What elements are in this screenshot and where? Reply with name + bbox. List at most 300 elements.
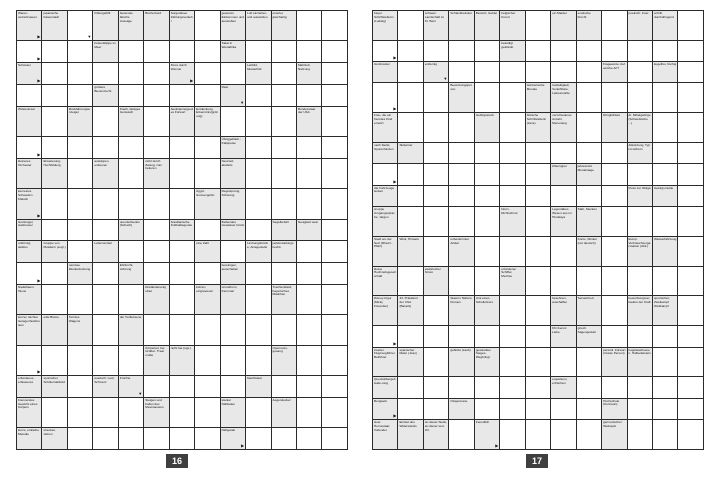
answer-cell[interactable] (322, 41, 348, 63)
answer-cell[interactable] (322, 375, 348, 397)
answer-cell[interactable] (296, 137, 321, 159)
answer-cell[interactable] (42, 41, 67, 63)
answer-cell[interactable] (602, 185, 627, 206)
answer-cell[interactable] (195, 158, 220, 188)
answer-cell[interactable] (169, 315, 194, 345)
answer-cell[interactable] (322, 263, 348, 285)
answer-cell[interactable] (195, 428, 220, 450)
answer-cell[interactable] (271, 428, 296, 450)
answer-cell[interactable] (449, 40, 474, 61)
answer-cell[interactable] (296, 375, 321, 397)
answer-cell[interactable] (296, 263, 321, 285)
answer-cell[interactable] (525, 398, 550, 419)
answer-cell[interactable] (322, 284, 348, 314)
answer-cell[interactable] (551, 420, 576, 450)
answer-cell[interactable] (296, 189, 321, 219)
answer-cell[interactable] (93, 137, 118, 159)
answer-cell[interactable] (246, 137, 271, 159)
answer-cell[interactable] (67, 11, 92, 41)
answer-cell[interactable] (551, 143, 576, 164)
answer-cell[interactable] (551, 40, 576, 61)
answer-cell[interactable] (118, 189, 143, 219)
answer-cell[interactable] (144, 315, 169, 345)
answer-cell[interactable] (271, 263, 296, 285)
answer-cell[interactable] (576, 40, 601, 61)
answer-cell[interactable] (144, 137, 169, 159)
answer-cell[interactable] (500, 347, 525, 377)
answer-cell[interactable] (271, 158, 296, 188)
answer-cell[interactable] (67, 137, 92, 159)
answer-cell[interactable] (93, 219, 118, 241)
answer-cell[interactable] (449, 185, 474, 206)
answer-cell[interactable] (652, 347, 677, 377)
answer-cell[interactable] (678, 420, 704, 450)
answer-cell[interactable] (322, 84, 348, 106)
answer-cell[interactable] (678, 236, 704, 266)
answer-cell[interactable] (322, 397, 348, 427)
answer-cell[interactable] (576, 62, 601, 83)
answer-cell[interactable] (627, 40, 652, 61)
answer-cell[interactable] (678, 11, 704, 41)
answer-cell[interactable] (93, 284, 118, 314)
answer-cell[interactable] (423, 296, 448, 326)
answer-cell[interactable] (296, 11, 321, 41)
answer-cell[interactable] (169, 158, 194, 188)
answer-cell[interactable] (423, 83, 448, 113)
answer-cell[interactable] (627, 398, 652, 419)
answer-cell[interactable] (271, 189, 296, 219)
answer-cell[interactable] (474, 62, 499, 83)
answer-cell[interactable] (42, 106, 67, 136)
answer-cell[interactable] (678, 377, 704, 398)
answer-cell[interactable] (93, 106, 118, 136)
answer-cell[interactable] (576, 398, 601, 419)
answer-cell[interactable] (93, 63, 118, 85)
answer-cell[interactable] (500, 164, 525, 185)
answer-cell[interactable] (398, 398, 423, 419)
answer-cell[interactable] (627, 207, 652, 237)
answer-cell[interactable] (42, 263, 67, 285)
answer-cell[interactable] (67, 41, 92, 63)
answer-cell[interactable] (17, 345, 42, 375)
answer-cell[interactable] (296, 397, 321, 427)
answer-cell[interactable] (220, 241, 245, 263)
answer-cell[interactable] (220, 63, 245, 85)
answer-cell[interactable] (500, 185, 525, 206)
answer-cell[interactable] (652, 83, 677, 113)
answer-cell[interactable] (525, 143, 550, 164)
answer-cell[interactable] (322, 219, 348, 241)
answer-cell[interactable] (195, 41, 220, 63)
answer-cell[interactable] (627, 420, 652, 450)
answer-cell[interactable] (652, 164, 677, 185)
answer-cell[interactable] (246, 315, 271, 345)
answer-cell[interactable] (296, 41, 321, 63)
answer-cell[interactable] (144, 375, 169, 397)
answer-cell[interactable] (525, 164, 550, 185)
answer-cell[interactable] (551, 236, 576, 266)
answer-cell[interactable] (474, 40, 499, 61)
answer-cell[interactable] (678, 83, 704, 113)
answer-cell[interactable] (602, 266, 627, 296)
answer-cell[interactable] (42, 219, 67, 241)
answer-cell[interactable] (246, 428, 271, 450)
answer-cell[interactable] (652, 398, 677, 419)
answer-cell[interactable] (652, 207, 677, 237)
answer-cell[interactable] (169, 137, 194, 159)
answer-cell[interactable] (144, 428, 169, 450)
answer-cell[interactable] (220, 375, 245, 397)
answer-cell[interactable] (17, 137, 42, 159)
answer-cell[interactable] (678, 164, 704, 185)
answer-cell[interactable] (220, 345, 245, 375)
answer-cell[interactable] (93, 345, 118, 375)
answer-cell[interactable] (296, 84, 321, 106)
answer-cell[interactable] (652, 420, 677, 450)
answer-cell[interactable] (423, 40, 448, 61)
answer-cell[interactable] (449, 420, 474, 450)
answer-cell[interactable] (220, 106, 245, 136)
answer-cell[interactable] (93, 315, 118, 345)
answer-cell[interactable] (449, 207, 474, 237)
answer-cell[interactable] (602, 11, 627, 41)
answer-cell[interactable] (118, 397, 143, 427)
answer-cell[interactable] (67, 63, 92, 85)
answer-cell[interactable] (652, 377, 677, 398)
answer-cell[interactable] (474, 164, 499, 185)
answer-cell[interactable] (602, 236, 627, 266)
answer-cell[interactable] (67, 375, 92, 397)
answer-cell[interactable] (423, 326, 448, 347)
answer-cell[interactable] (169, 241, 194, 263)
answer-cell[interactable] (627, 377, 652, 398)
answer-cell[interactable] (398, 377, 423, 398)
answer-cell[interactable] (271, 375, 296, 397)
answer-cell[interactable] (322, 189, 348, 219)
answer-cell[interactable] (144, 41, 169, 63)
answer-cell[interactable] (678, 398, 704, 419)
answer-cell[interactable] (525, 377, 550, 398)
answer-cell[interactable] (246, 106, 271, 136)
answer-cell[interactable] (500, 420, 525, 450)
answer-cell[interactable] (602, 40, 627, 61)
answer-cell[interactable] (525, 266, 550, 296)
answer-cell[interactable] (449, 143, 474, 164)
answer-cell[interactable] (602, 296, 627, 326)
answer-cell[interactable] (551, 185, 576, 206)
answer-cell[interactable] (271, 63, 296, 85)
answer-cell[interactable] (322, 137, 348, 159)
answer-cell[interactable] (449, 164, 474, 185)
answer-cell[interactable] (652, 326, 677, 347)
answer-cell[interactable] (67, 284, 92, 314)
answer-cell[interactable] (195, 137, 220, 159)
answer-cell[interactable] (144, 189, 169, 219)
answer-cell[interactable] (195, 375, 220, 397)
answer-cell[interactable] (93, 428, 118, 450)
answer-cell[interactable] (296, 315, 321, 345)
answer-cell[interactable] (246, 263, 271, 285)
answer-cell[interactable] (500, 143, 525, 164)
answer-cell[interactable] (652, 113, 677, 143)
answer-cell[interactable] (169, 284, 194, 314)
answer-cell[interactable] (474, 236, 499, 266)
answer-cell[interactable] (322, 11, 348, 41)
answer-cell[interactable] (195, 397, 220, 427)
answer-cell[interactable] (576, 347, 601, 377)
answer-cell[interactable] (373, 40, 398, 61)
answer-cell[interactable] (423, 143, 448, 164)
answer-cell[interactable] (144, 263, 169, 285)
answer-cell[interactable] (169, 189, 194, 219)
answer-cell[interactable] (169, 84, 194, 106)
answer-cell[interactable] (474, 143, 499, 164)
answer-cell[interactable] (474, 83, 499, 113)
answer-cell[interactable] (602, 326, 627, 347)
answer-cell[interactable] (525, 326, 550, 347)
answer-cell[interactable] (551, 62, 576, 83)
answer-cell[interactable] (500, 113, 525, 143)
answer-cell[interactable] (67, 189, 92, 219)
answer-cell[interactable] (42, 63, 67, 85)
answer-cell[interactable] (449, 113, 474, 143)
answer-cell[interactable] (576, 377, 601, 398)
answer-cell[interactable] (525, 40, 550, 61)
answer-cell[interactable] (474, 266, 499, 296)
answer-cell[interactable] (474, 326, 499, 347)
answer-cell[interactable] (246, 345, 271, 375)
answer-cell[interactable] (652, 266, 677, 296)
answer-cell[interactable] (118, 84, 143, 106)
answer-cell[interactable] (195, 84, 220, 106)
answer-cell[interactable] (118, 158, 143, 188)
answer-cell[interactable] (423, 185, 448, 206)
answer-cell[interactable] (246, 397, 271, 427)
answer-cell[interactable] (144, 84, 169, 106)
answer-cell[interactable] (144, 106, 169, 136)
answer-cell[interactable] (576, 113, 601, 143)
answer-cell[interactable] (169, 41, 194, 63)
answer-cell[interactable] (423, 236, 448, 266)
answer-cell[interactable] (398, 83, 423, 113)
answer-cell[interactable] (322, 428, 348, 450)
answer-cell[interactable] (678, 143, 704, 164)
answer-cell[interactable] (525, 11, 550, 41)
answer-cell[interactable] (423, 113, 448, 143)
answer-cell[interactable] (678, 207, 704, 237)
answer-cell[interactable] (449, 326, 474, 347)
answer-cell[interactable] (602, 164, 627, 185)
answer-cell[interactable] (678, 40, 704, 61)
answer-cell[interactable] (398, 11, 423, 41)
answer-cell[interactable] (169, 397, 194, 427)
answer-cell[interactable] (398, 185, 423, 206)
answer-cell[interactable] (525, 207, 550, 237)
answer-cell[interactable] (17, 263, 42, 285)
answer-cell[interactable] (296, 158, 321, 188)
answer-cell[interactable] (296, 345, 321, 375)
answer-cell[interactable] (246, 219, 271, 241)
answer-cell[interactable] (373, 326, 398, 347)
answer-cell[interactable] (42, 284, 67, 314)
answer-cell[interactable] (525, 236, 550, 266)
answer-cell[interactable] (195, 11, 220, 41)
answer-cell[interactable] (322, 345, 348, 375)
answer-cell[interactable] (525, 347, 550, 377)
answer-cell[interactable] (322, 315, 348, 345)
answer-cell[interactable] (576, 185, 601, 206)
answer-cell[interactable] (322, 106, 348, 136)
answer-cell[interactable] (525, 62, 550, 83)
answer-cell[interactable] (627, 266, 652, 296)
answer-cell[interactable] (322, 63, 348, 85)
answer-cell[interactable] (42, 345, 67, 375)
answer-cell[interactable] (118, 345, 143, 375)
answer-cell[interactable] (169, 375, 194, 397)
answer-cell[interactable] (627, 62, 652, 83)
answer-cell[interactable] (42, 137, 67, 159)
answer-cell[interactable] (144, 63, 169, 85)
answer-cell[interactable] (449, 266, 474, 296)
answer-cell[interactable] (652, 40, 677, 61)
answer-cell[interactable] (678, 185, 704, 206)
answer-cell[interactable] (678, 347, 704, 377)
answer-cell[interactable] (576, 420, 601, 450)
answer-cell[interactable] (195, 263, 220, 285)
answer-cell[interactable] (398, 40, 423, 61)
answer-cell[interactable] (118, 428, 143, 450)
answer-cell[interactable] (67, 84, 92, 106)
answer-cell[interactable] (246, 158, 271, 188)
answer-cell[interactable] (602, 143, 627, 164)
answer-cell[interactable] (67, 219, 92, 241)
answer-cell[interactable] (500, 326, 525, 347)
answer-cell[interactable] (118, 284, 143, 314)
answer-cell[interactable] (500, 62, 525, 83)
answer-cell[interactable] (144, 241, 169, 263)
answer-cell[interactable] (296, 241, 321, 263)
answer-cell[interactable] (246, 284, 271, 314)
answer-cell[interactable] (423, 347, 448, 377)
answer-cell[interactable] (398, 62, 423, 83)
answer-cell[interactable] (373, 83, 398, 113)
answer-cell[interactable] (398, 326, 423, 347)
answer-cell[interactable] (398, 164, 423, 185)
answer-cell[interactable] (67, 241, 92, 263)
answer-cell[interactable] (42, 397, 67, 427)
answer-cell[interactable] (627, 83, 652, 113)
answer-cell[interactable] (17, 84, 42, 106)
answer-cell[interactable] (271, 137, 296, 159)
answer-cell[interactable] (551, 347, 576, 377)
answer-cell[interactable] (627, 326, 652, 347)
answer-cell[interactable] (525, 420, 550, 450)
answer-cell[interactable] (449, 62, 474, 83)
answer-cell[interactable] (652, 143, 677, 164)
answer-cell[interactable] (602, 83, 627, 113)
answer-cell[interactable] (118, 41, 143, 63)
answer-cell[interactable] (67, 345, 92, 375)
answer-cell[interactable] (678, 266, 704, 296)
answer-cell[interactable] (398, 113, 423, 143)
answer-cell[interactable] (500, 236, 525, 266)
answer-cell[interactable] (474, 207, 499, 237)
answer-cell[interactable] (93, 189, 118, 219)
answer-cell[interactable] (474, 185, 499, 206)
answer-cell[interactable] (398, 266, 423, 296)
answer-cell[interactable] (678, 326, 704, 347)
answer-cell[interactable] (42, 84, 67, 106)
answer-cell[interactable] (576, 83, 601, 113)
answer-cell[interactable] (195, 63, 220, 85)
answer-cell[interactable] (500, 296, 525, 326)
answer-cell[interactable] (322, 241, 348, 263)
answer-cell[interactable] (17, 41, 42, 63)
answer-cell[interactable] (678, 62, 704, 83)
answer-cell[interactable] (576, 266, 601, 296)
answer-cell[interactable] (576, 143, 601, 164)
answer-cell[interactable] (474, 377, 499, 398)
answer-cell[interactable] (373, 164, 398, 185)
answer-cell[interactable] (271, 84, 296, 106)
answer-cell[interactable] (220, 315, 245, 345)
answer-cell[interactable] (246, 41, 271, 63)
answer-cell[interactable] (525, 296, 550, 326)
answer-cell[interactable] (449, 377, 474, 398)
answer-cell[interactable] (423, 164, 448, 185)
answer-cell[interactable] (423, 207, 448, 237)
answer-cell[interactable] (118, 241, 143, 263)
answer-cell[interactable] (93, 263, 118, 285)
answer-cell[interactable] (423, 398, 448, 419)
answer-cell[interactable] (271, 315, 296, 345)
answer-cell[interactable] (296, 428, 321, 450)
answer-cell[interactable] (474, 398, 499, 419)
answer-cell[interactable] (525, 185, 550, 206)
answer-cell[interactable] (67, 397, 92, 427)
answer-cell[interactable] (118, 137, 143, 159)
answer-cell[interactable] (322, 158, 348, 188)
answer-cell[interactable] (246, 84, 271, 106)
answer-cell[interactable] (195, 315, 220, 345)
answer-cell[interactable] (195, 345, 220, 375)
answer-cell[interactable] (627, 164, 652, 185)
answer-cell[interactable] (500, 377, 525, 398)
answer-cell[interactable] (246, 189, 271, 219)
answer-cell[interactable] (93, 397, 118, 427)
answer-cell[interactable] (195, 219, 220, 241)
answer-cell[interactable] (67, 158, 92, 188)
answer-cell[interactable] (551, 398, 576, 419)
answer-cell[interactable] (271, 41, 296, 63)
answer-cell[interactable] (271, 106, 296, 136)
answer-cell[interactable] (423, 377, 448, 398)
answer-cell[interactable] (551, 266, 576, 296)
answer-cell[interactable] (169, 428, 194, 450)
answer-cell[interactable] (678, 296, 704, 326)
answer-cell[interactable] (144, 219, 169, 241)
answer-cell[interactable] (500, 398, 525, 419)
answer-cell[interactable] (398, 207, 423, 237)
answer-cell[interactable] (602, 207, 627, 237)
answer-cell[interactable] (169, 263, 194, 285)
answer-cell[interactable] (42, 189, 67, 219)
answer-cell[interactable] (296, 284, 321, 314)
answer-cell[interactable] (678, 113, 704, 143)
answer-cell[interactable] (500, 83, 525, 113)
answer-cell[interactable] (67, 428, 92, 450)
answer-cell[interactable] (118, 63, 143, 85)
